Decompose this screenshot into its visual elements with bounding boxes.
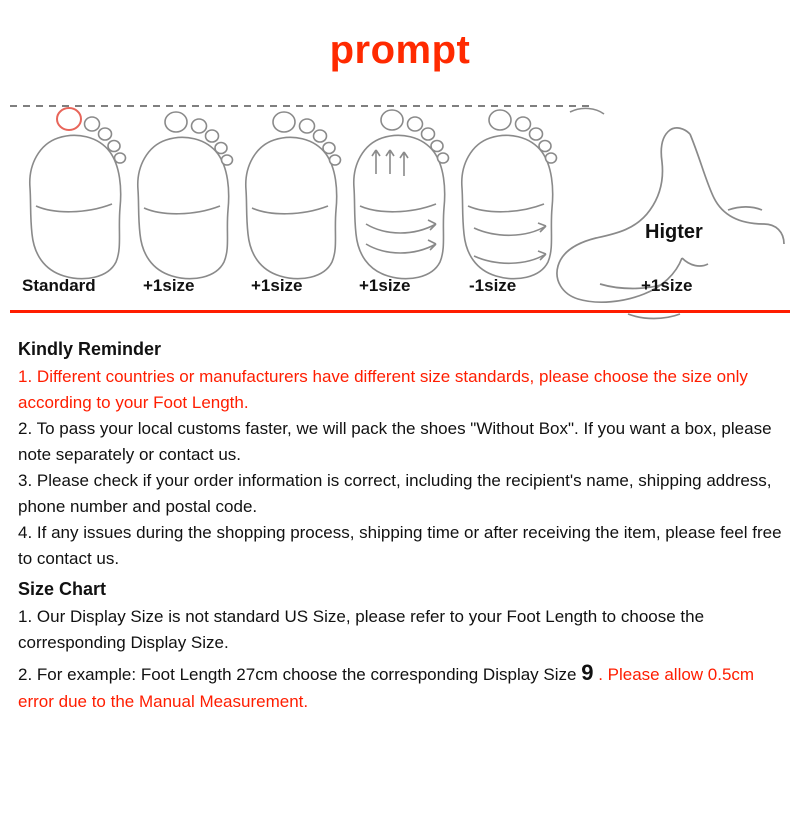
footprint-3 — [246, 112, 341, 279]
reminder-item-4 — [18, 520, 782, 571]
foot-label-2: +1size — [143, 276, 195, 295]
reminder-item-3-number: 3. — [18, 471, 33, 490]
foot-size-comparison-diagram — [0, 98, 800, 333]
foot-label-6: +1size — [641, 276, 693, 295]
size-chart-item-2-prefix: 2. For example: Foot Length 27cm choose the corresponding Display Size — [18, 665, 577, 684]
reminder-item-2-number: 2. — [18, 419, 33, 438]
text-content — [0, 339, 800, 715]
foot-label-4: +1size — [359, 276, 411, 295]
size-chart-item-1: 1. Our Display Size is not standard US Size, please refer to your Foot Length to choose the corresponding Display Size. — [18, 607, 705, 652]
red-divider-line — [10, 310, 790, 313]
reminder-item-1-number: 1. — [18, 367, 33, 386]
reminder-item-2 — [18, 416, 782, 467]
footprint-1 — [30, 108, 126, 279]
footprint-5 — [462, 110, 557, 279]
size-chart-item-2-suffix: . Please allow 0.5cm error due to the Manual Measurement. — [18, 665, 755, 711]
display-size-value: 9 — [581, 660, 594, 685]
reminder-item-4-text: If any issues during the shopping process, shipping time or after receiving the item, please feel free to contact us. — [18, 523, 782, 568]
footprint-2 — [138, 112, 233, 279]
foot-label-3: +1size — [251, 276, 303, 295]
kindly-reminder-heading: Kindly Reminder — [18, 339, 162, 359]
reminder-item-3-text: Please check if your order information is correct, including the recipient's name, shipping address, phone number and postal code. — [18, 471, 772, 516]
reminder-item-1 — [18, 364, 782, 415]
reminder-item-1-text: Different countries or manufacturers have different size standards, please choose the size only according to your Foot Length. — [18, 367, 748, 412]
foot-label-5: -1size — [469, 276, 517, 295]
size-chart-item-2 — [18, 656, 782, 715]
reminder-item-3 — [18, 468, 782, 519]
page-title: prompt — [329, 28, 471, 72]
size-chart-heading: Size Chart — [18, 579, 107, 599]
footprint-4 — [354, 110, 449, 279]
higter-annotation: Higter — [645, 221, 703, 243]
reminder-item-2-text: To pass your local customs faster, we will pack the shoes "Without Box". If you want a box, please note separately or contact us. — [18, 419, 772, 464]
reminder-item-4-number: 4. — [18, 523, 33, 542]
foot-label-1: Standard — [22, 276, 96, 295]
